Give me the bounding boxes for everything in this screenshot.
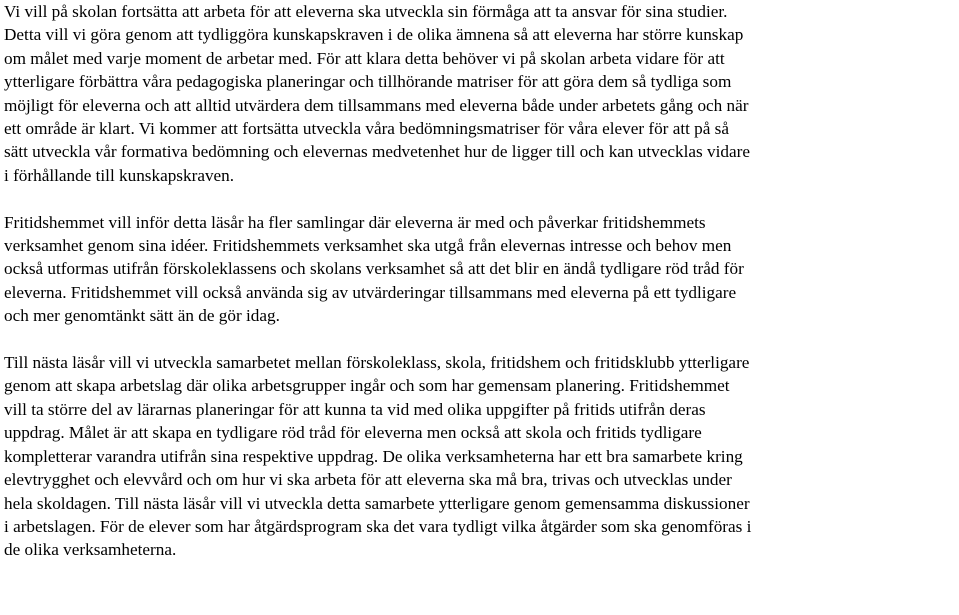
paragraph-1 xyxy=(4,0,956,187)
text-line: Detta vill vi göra genom att tydliggöra kunskapskraven i de olika ämnena så att eleverna har större kunskap xyxy=(4,25,744,45)
text-line: uppdrag. Målet är att skapa en tydligare röd tråd för eleverna men också att skola och fritids tydligare xyxy=(4,423,702,443)
text-line: Vi vill på skolan fortsätta att arbeta för att eleverna ska utveckla sin förmåga att ta ansvar för sina studier. xyxy=(4,2,728,21)
text-line: ytterligare förbättra våra pedagogiska planeringar och tillhörande matriser för att göra dem så tydliga som xyxy=(4,72,732,92)
text-line: också utformas utifrån förskoleklassens och skolans verksamhet så att det blir en ändå tydligare röd tråd för xyxy=(4,259,744,279)
text-line: kompletterar varandra utifrån sina respektive uppdrag. De olika verksamheterna har ett bra samarbete kring xyxy=(4,446,743,466)
paragraph-spacer xyxy=(4,328,956,351)
text-line: verksamhet genom sina idéer. Fritidshemmets verksamhet ska utgå från elevernas intresse och behov men xyxy=(4,236,732,256)
text-line: hela skoldagen. Till nästa läsår vill vi utveckla detta samarbete ytterligare genom gemensamma diskussioner xyxy=(4,493,750,513)
text-line: i förhållande till kunskapskraven. xyxy=(4,165,235,185)
text-line: eleverna. Fritidshemmet vill också använda sig av utvärderingar tillsammans med eleverna på ett tydligare xyxy=(4,282,737,302)
document-page xyxy=(4,0,956,562)
text-line: och mer genomtänkt sätt än de gör idag. xyxy=(4,306,280,326)
text-line: sätt utveckla vår formativa bedömning och elevernas medvetenhet hur de ligger till och kan utvecklas vidare xyxy=(4,142,750,162)
text-line: Till nästa läsår vill vi utveckla samarbetet mellan förskoleklass, skola, fritidshem och fritidsklubb ytterligare xyxy=(4,353,750,373)
text-line: i arbetslagen. För de elever som har åtgärdsprogram ska det vara tydligt vilka åtgärder som ska genomföras i xyxy=(4,516,752,536)
paragraph-spacer xyxy=(4,187,956,210)
text-line: genom att skapa arbetslag där olika arbetsgrupper ingår och som har gemensam planering. Fritidshemmet xyxy=(4,376,730,396)
text-line: om målet med varje moment de arbetar med. För att klara detta behöver vi på skolan arbeta vidare för att xyxy=(4,48,725,68)
paragraph-3 xyxy=(4,351,956,562)
text-line: vill ta större del av lärarnas planeringar för att kunna ta vid med olika uppgifter på fritids utifrån deras xyxy=(4,399,706,419)
paragraph-2 xyxy=(4,211,956,328)
text-line: möjligt för eleverna och att alltid utvärdera dem tillsammans med eleverna både under arbetets gång och när xyxy=(4,95,749,115)
text-line: Fritidshemmet vill inför detta läsår ha fler samlingar där eleverna är med och påverkar fritidshemmets xyxy=(4,212,706,232)
text-line: ett område är klart. Vi kommer att fortsätta utveckla våra bedömningsmatriser för våra elever för att på så xyxy=(4,119,730,139)
text-line: de olika verksamheterna. xyxy=(4,540,177,560)
text-line: elevtrygghet och elevvård och om hur vi ska arbeta för att eleverna ska må bra, trivas och utvecklas under xyxy=(4,470,732,490)
